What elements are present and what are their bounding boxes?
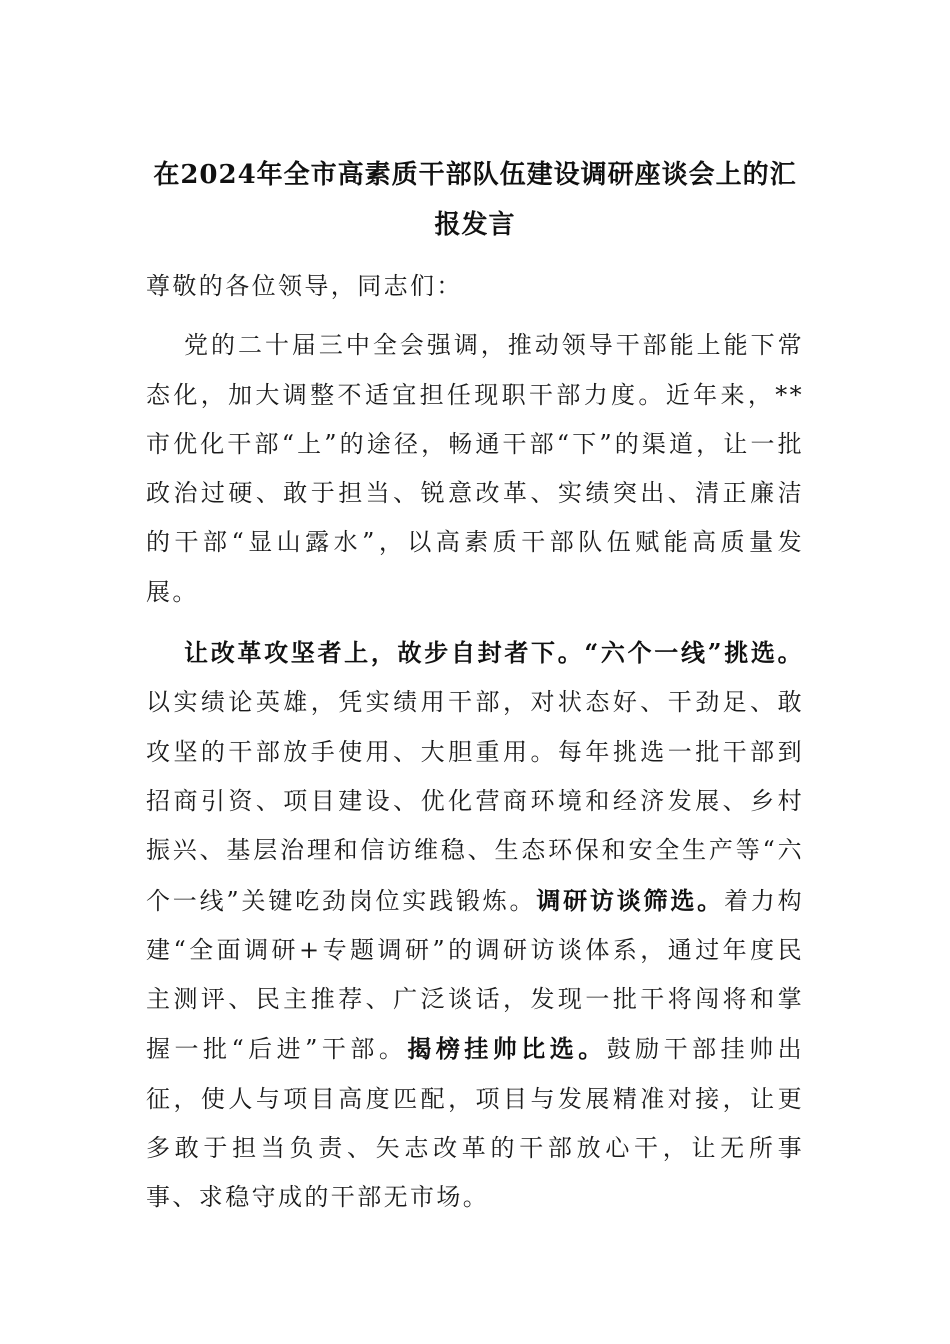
subheading-open-competition: 揭榜挂帅比选。 xyxy=(407,1034,607,1064)
research-interview-text: 着力构建“全面调研+专题调研”的调研访谈体系，通过年度民主测评、民主推荐、广泛谈话，发现一批干将闯将和掌握一批“后进”干部。 xyxy=(146,886,804,1064)
document-body xyxy=(146,150,804,1223)
intro-paragraph: 党的二十届三中全会强调，推动领导干部能上能下常态化，加大调整不适宜担任现职干部力度。近年来，**市优化干部“上”的途径，畅通干部“下”的渠道，让一批政治过硬、敢于担当、锐意改革、实绩突出、清正廉洁的干部“显山露水”，以高素质干部队伍赋能高质量发展。 xyxy=(146,331,804,606)
six-frontlines-text: 以实绩论英雄，凭实绩用干部，对状态好、干劲足、敢攻坚的干部放手使用、大胆重用。每年挑选一批干部到招商引资、项目建设、优化营商环境和经济发展、乡村振兴、基层治理和信访维稳、生态环保和安全生产等“六个一线”关键吃劲岗位实践锻炼。 xyxy=(146,688,804,915)
open-competition-text: 鼓励干部挂帅出征，使人与项目高度匹配，项目与发展精准对接，让更多敢于担当负责、矢志改革的干部放心干，让无所事事、求稳守成的干部无市场。 xyxy=(146,1035,804,1212)
subheading-research-interview: 调研访谈筛选。 xyxy=(536,885,724,915)
subheading-six-frontlines: “六个一线”挑选。 xyxy=(584,638,804,668)
document-title: 在2024年全市高素质干部队伍建设调研座谈会上的汇报发言 xyxy=(153,160,797,240)
section-heading: 让改革攻坚者上，故步自封者下。 xyxy=(184,638,585,668)
section-paragraph xyxy=(146,628,804,1223)
salutation: 尊敬的各位领导，同志们： xyxy=(146,272,463,300)
